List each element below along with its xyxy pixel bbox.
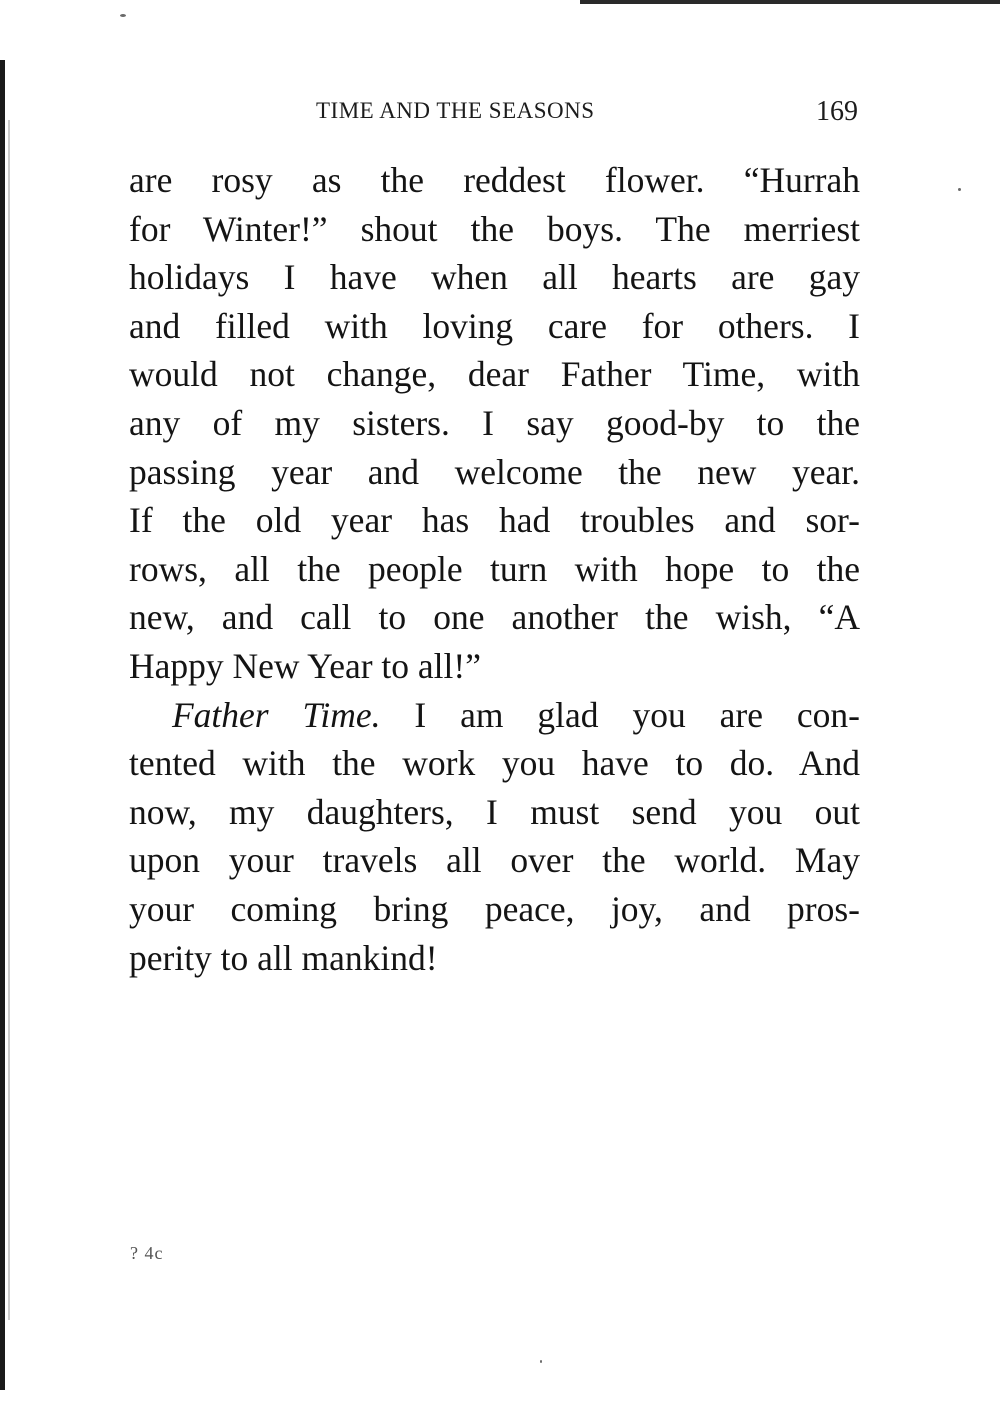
page-number: 169 xyxy=(816,96,858,127)
text-line: new, and call to one another the wish, “A xyxy=(129,597,860,638)
printer-signature-mark: ? 4c xyxy=(130,1243,164,1263)
text-line-rest: I am glad you are con- xyxy=(380,694,860,735)
text-line: If the old year has had troubles and sor- xyxy=(129,500,860,541)
text-line: holidays I have when all hearts are gay xyxy=(129,257,860,298)
text-line: now, my daughters, I must send you out xyxy=(129,791,860,832)
text-line: passing year and welcome the new year. xyxy=(129,451,860,492)
text-line: for Winter!” shout the boys. The merriest xyxy=(129,208,860,249)
text-line: tented with the work you have to do. And xyxy=(129,743,860,784)
scan-edge-top xyxy=(580,0,1000,4)
scan-speck xyxy=(958,188,961,191)
text-line: upon your travels all over the world. May xyxy=(129,840,860,881)
text-line: and filled with loving care for others. I xyxy=(129,305,860,346)
text-line: any of my sisters. I say good-by to the xyxy=(129,402,860,443)
text-line: are rosy as the reddest flower. “Hurrah xyxy=(129,160,860,200)
text-line: would not change, dear Father Time, with xyxy=(129,354,860,395)
text-line: perity to all mankind! xyxy=(129,937,438,978)
paragraph-winter-speech xyxy=(129,156,860,691)
text-line: rows, all the people turn with hope to the xyxy=(129,548,860,589)
text-line: Happy New Year to all!” xyxy=(129,645,481,686)
running-head: TIME AND THE SEASONS xyxy=(316,98,595,123)
scan-speck xyxy=(120,14,126,17)
scan-speck xyxy=(540,1360,542,1363)
body-text xyxy=(129,156,860,982)
scan-edge-left xyxy=(0,60,5,1390)
text-line: your coming bring peace, joy, and pros- xyxy=(129,888,860,929)
paragraph-father-time-speech xyxy=(129,691,860,983)
text-line xyxy=(129,691,860,740)
speaker-name: Father Time. xyxy=(172,694,381,735)
scan-edge-shadow xyxy=(8,120,10,1320)
